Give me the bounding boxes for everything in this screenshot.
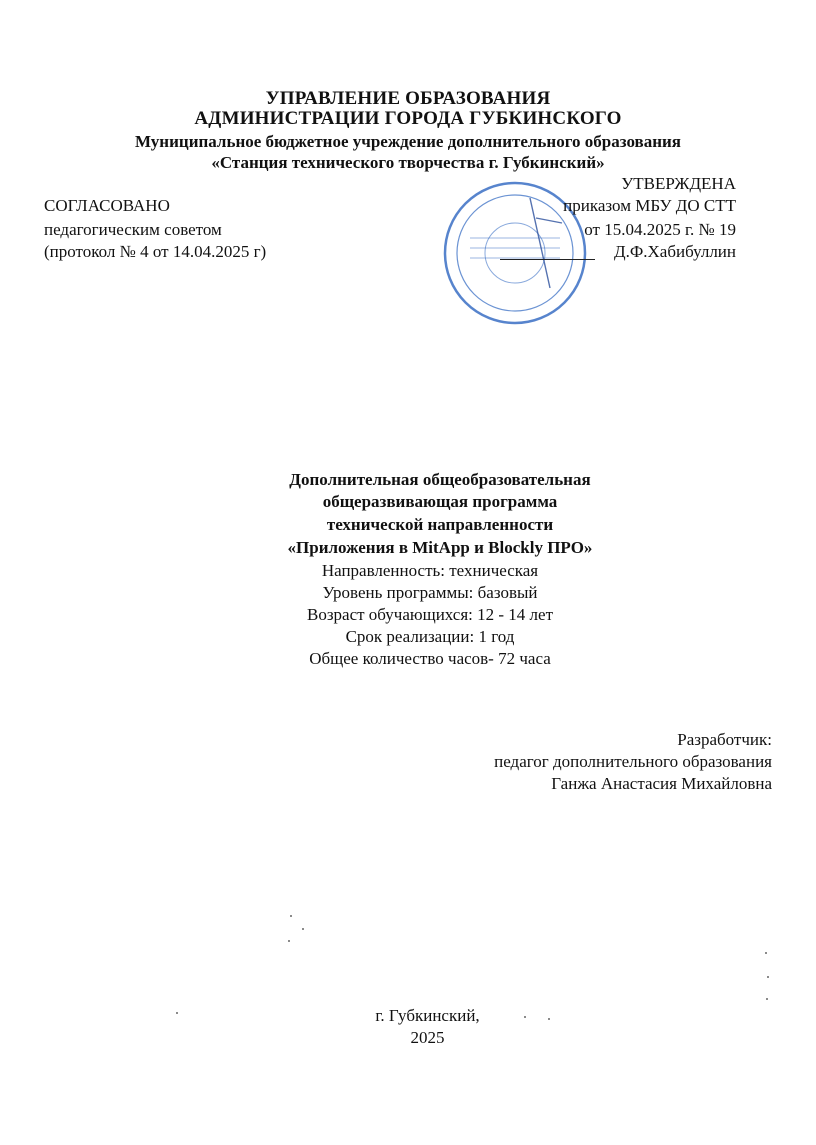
program-title-2: общеразвивающая программа xyxy=(322,492,558,511)
developer-label: Разработчик: xyxy=(677,730,772,749)
approved-left-title: СОГЛАСОВАНО xyxy=(44,196,170,215)
scan-speck xyxy=(524,1016,526,1018)
signature-line xyxy=(500,259,595,260)
program-age: Возраст обучающихся: 12 - 14 лет xyxy=(306,605,554,624)
scan-speck xyxy=(302,928,304,930)
program-title-1: Дополнительная общеобразовательная xyxy=(289,470,591,489)
program-title-4: «Приложения в MitApp и Blockly ПРО» xyxy=(287,538,593,557)
developer-name: Ганжа Анастасия Михайловна xyxy=(551,774,772,793)
footer-city: г. Губкинский, xyxy=(375,1006,480,1025)
scan-speck xyxy=(765,952,767,954)
scan-speck xyxy=(290,915,292,917)
scan-speck xyxy=(176,1012,178,1014)
program-level: Уровень программы: базовый xyxy=(322,583,538,602)
scan-speck xyxy=(767,976,769,978)
approved-right-title: УТВЕРЖДЕНА xyxy=(621,174,736,193)
approved-left-line-1: педагогическим советом xyxy=(44,220,222,239)
approved-left-line-2: (протокол № 4 от 14.04.2025 г) xyxy=(44,242,267,261)
program-hours: Общее количество часов- 72 часа xyxy=(309,649,551,668)
program-title-3: технической направленности xyxy=(326,515,554,534)
header-institution: Муниципальное бюджетное учреждение дополнительного образования xyxy=(134,132,681,151)
approved-right-signer: Д.Ф.Хабибуллин xyxy=(613,242,736,261)
scan-speck xyxy=(288,940,290,942)
approved-right-line-2: от 15.04.2025 г. № 19 xyxy=(584,220,736,239)
approved-right-line-1: приказом МБУ ДО СТТ xyxy=(563,196,736,215)
developer-position: педагог дополнительного образования xyxy=(494,752,772,771)
header-line-1: УПРАВЛЕНИЕ ОБРАЗОВАНИЯ xyxy=(265,88,551,109)
footer-year: 2025 xyxy=(410,1028,445,1047)
scan-speck xyxy=(766,998,768,1000)
header-institution-name: «Станция технического творчества г. Губкинский» xyxy=(211,153,605,172)
header-line-2: АДМИНИСТРАЦИИ ГОРОДА ГУБКИНСКОГО xyxy=(194,108,622,129)
program-term: Срок реализации: 1 год xyxy=(345,627,515,646)
program-direction: Направленность: техническая xyxy=(321,561,539,580)
scan-speck xyxy=(548,1018,550,1020)
